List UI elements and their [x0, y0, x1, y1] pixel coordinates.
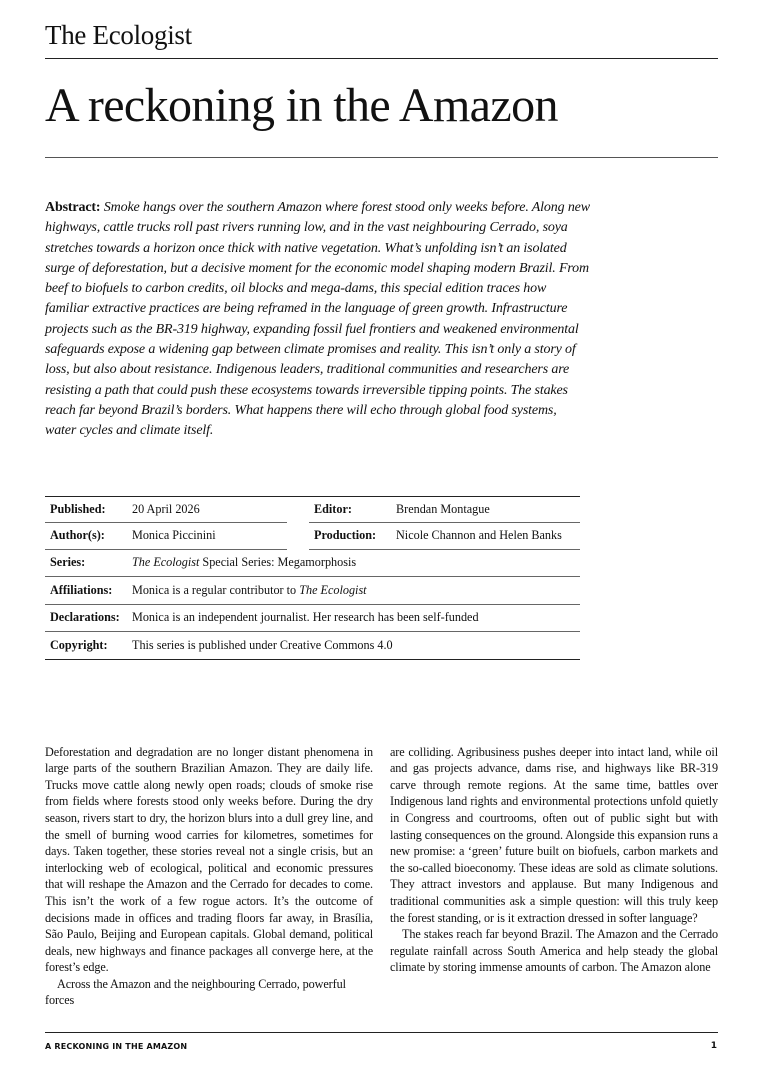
metadata-row-affiliations	[45, 577, 580, 605]
footer-row	[45, 1041, 718, 1051]
metadata-cell-editor	[309, 497, 580, 524]
metadata-cell-production	[309, 523, 580, 550]
body-paragraph: The stakes reach far beyond Brazil. The Amazon and the Cerrado regulate rainfall across South America and help steady the global climate by storing immense amounts of carbon. The Amazon alone	[390, 927, 718, 975]
title-divider	[45, 157, 718, 158]
authors-value: Monica Piccinini	[132, 528, 216, 543]
series-name: Special Series: Megamorphosis	[199, 555, 357, 570]
metadata-cell-published	[45, 497, 287, 524]
metadata-row-series	[45, 550, 580, 578]
declarations-label: Declarations:	[50, 610, 120, 625]
page-number: 1	[710, 1041, 717, 1051]
editor-label: Editor:	[314, 501, 352, 516]
running-title: A RECKONING IN THE AMAZON	[45, 1041, 188, 1051]
publication-masthead: The Ecologist	[45, 20, 192, 50]
footer-divider	[45, 1032, 718, 1033]
abstract	[45, 198, 590, 442]
body-column-left	[45, 744, 373, 1010]
metadata-row-authors-production	[45, 523, 580, 550]
editor-value: Brendan Montague	[396, 501, 490, 516]
declarations-value: Monica is an independent journalist. Her research has been self-funded	[132, 610, 479, 625]
affiliations-label: Affiliations:	[50, 582, 113, 597]
metadata-cell-authors	[45, 523, 287, 550]
metadata-row-declarations	[45, 605, 580, 633]
body-paragraph: are colliding. Agribusiness pushes deeper into intact land, while oil and gas projects advance, dams rise, and highways like BR-319 carve through remote regions. At the same time, battles over Indigenous land rights and environmental protections unfold quietly in Congress and courtrooms, often out of public sight but with lasting consequences on the ground. Alongside this expansion runs a new promise: a ‘green’ future built on biofuels, carbon markets and the so-called bioeconomy. These ideas are sold as climate solutions. They attract investors and applause. But many Indigenous and traditional communities ask a simple question: will this truly keep the forest standing, or is it extraction dressed in softer language?	[390, 744, 718, 925]
published-label: Published:	[50, 501, 106, 516]
body-paragraph: Across the Amazon and the neighbouring Cerrado, powerful forces	[45, 976, 346, 1008]
metadata-row-published-editor	[45, 497, 580, 524]
series-label: Series:	[50, 555, 86, 570]
header-divider	[45, 58, 718, 59]
affiliations-publication-name: The Ecologist	[299, 582, 367, 597]
abstract-text: Smoke hangs over the southern Amazon where forest stood only weeks before. Along new highways, cattle trucks roll past rivers running low, and in the vast neighbouring Cerrado, soya stretches towards a horizon once thick with native vegetation. What’s unfolding isn’t an isolated surge of deforestation, but a decisive moment for the economic model shaping modern Brazil. From beef to biofuels to carbon credits, oil blocks and mega-dams, this special edition traces how familiar extractive practices are being reframed in the language of green growth. Infrastructure projects such as the BR-319 highway, expanding fossil fuel frontiers and weakened environmental safeguards expose a widening gap between climate promises and reality. This isn’t only a story of loss, but also about resistance. Indigenous leaders, traditional communities and researchers are resisting a path that could push these ecosystems towards irreversible tipping points. The stakes reach far beyond Brazil’s borders. What happens there will echo through global food systems, water cycles and climate itself.	[45, 200, 590, 439]
authors-label: Author(s):	[50, 528, 105, 543]
production-value: Nicole Channon and Helen Banks	[396, 528, 562, 543]
published-value: 20 April 2026	[132, 501, 200, 516]
abstract-label: Abstract:	[45, 200, 101, 215]
body-paragraph: Deforestation and degradation are no longer distant phenomena in large parts of the southern Brazilian Amazon. They are daily life. Trucks move cattle along newly open roads; clouds of smoke rise from fields where forests stood only weeks before. During the dry season, rivers start to dry, the horizon blurs into a dull grey line, and the smell of burning wood carries for kilometres, sometimes for days. Taken together, these stories reveal not a single crisis, but an interlocking web of ecological, political and economic pressures that will reshape the Amazon and the Cerrado for decades to come. This isn’t the work of a few rogue actors. It’s the outcome of decisions made in offices and trading floors far away, in Brasília, São Paulo, Beijing and European capitals. Global demand, political deals, new highways and finance packages all converge here, at the forest’s edge.	[45, 744, 373, 975]
series-publication-name: The Ecologist	[132, 555, 200, 570]
metadata-row-copyright	[45, 632, 580, 660]
copyright-label: Copyright:	[50, 637, 108, 652]
series-value	[132, 555, 580, 570]
affiliations-text: Monica is a regular contributor to	[132, 582, 300, 597]
production-label: Production:	[314, 528, 377, 543]
copyright-value: This series is published under Creative Commons 4.0	[132, 637, 393, 652]
body-columns	[45, 744, 718, 1010]
metadata-table	[45, 496, 580, 660]
article-title: A reckoning in the Amazon	[45, 79, 558, 132]
body-column-right	[390, 744, 718, 1010]
page-footer	[45, 1032, 718, 1051]
affiliations-value	[132, 583, 580, 598]
